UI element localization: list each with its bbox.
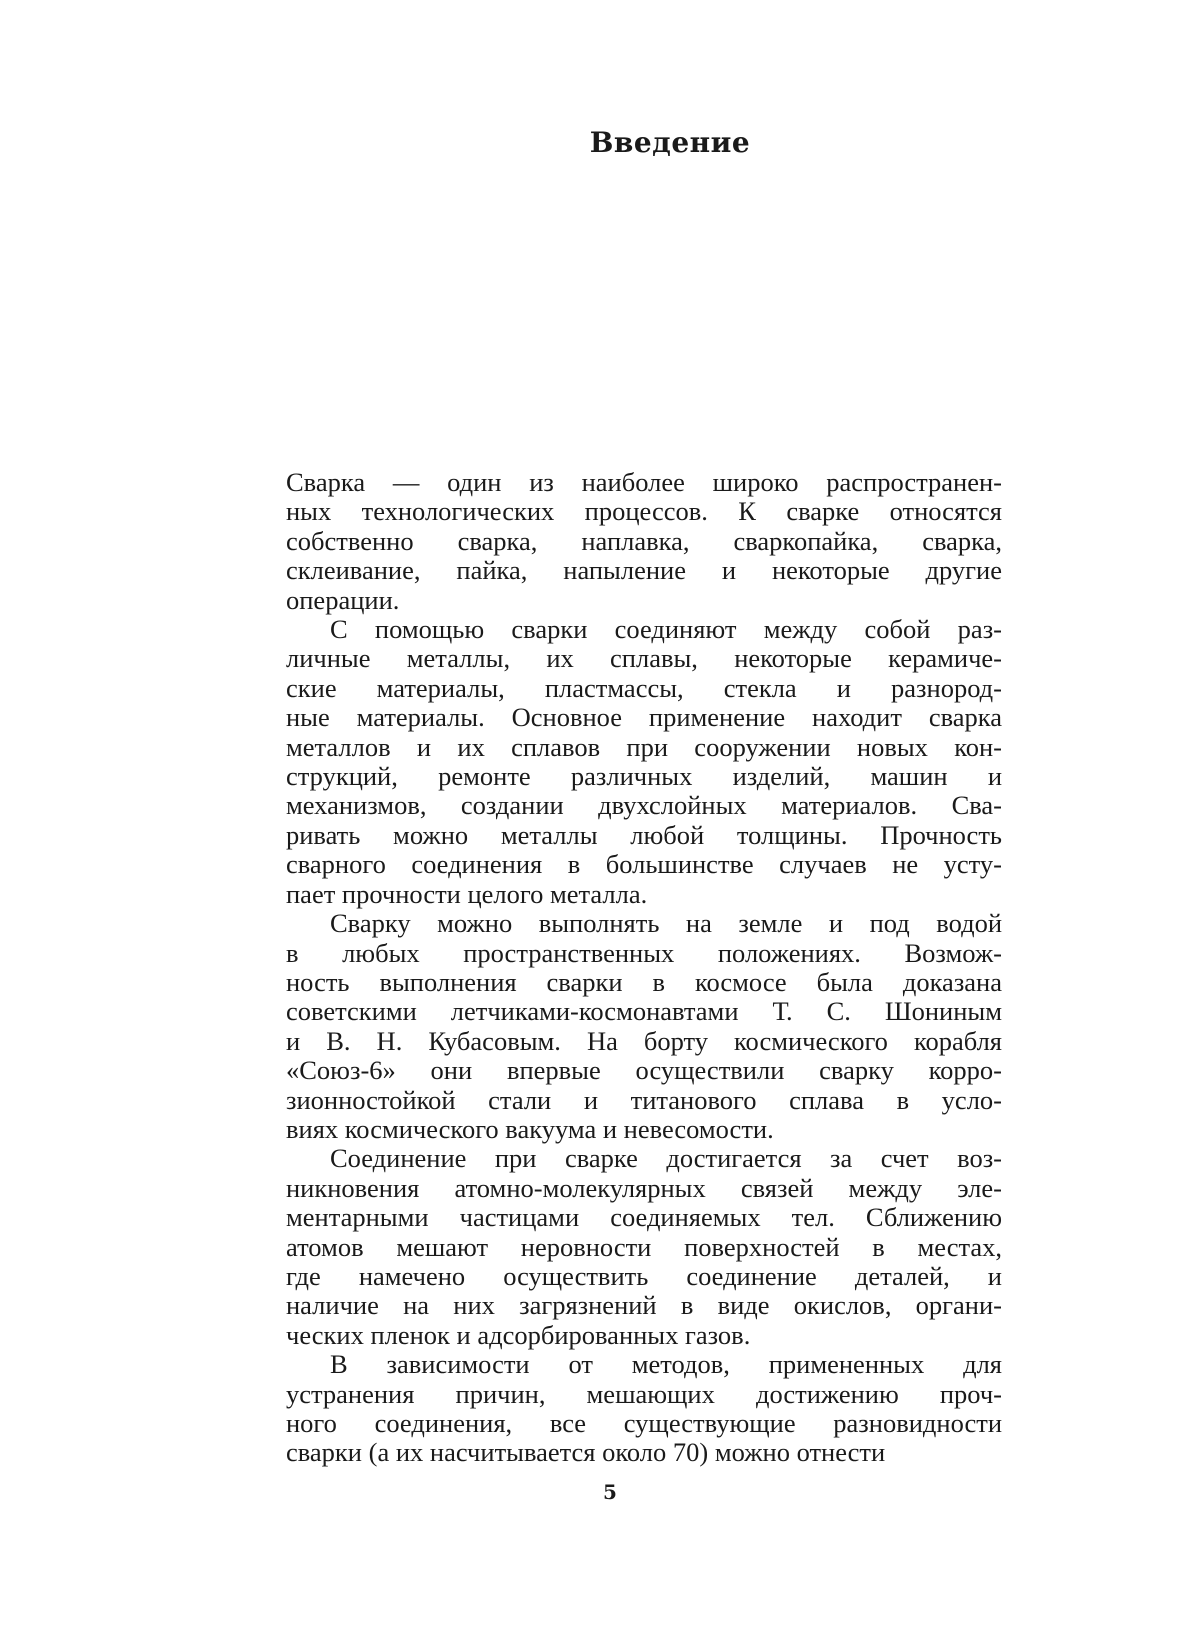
text-line: В зависимости от методов, примененных для	[330, 1349, 1002, 1380]
text-line: советскими летчиками-космонавтами Т. С. Шониным	[286, 996, 1002, 1027]
paragraph	[286, 468, 1002, 615]
text-line: ческих пленок и адсорбированных газов.	[286, 1319, 751, 1350]
text-line: и В. Н. Кубасовым. На борту космического корабля	[286, 1025, 1002, 1056]
text-line: С помощью сварки соединяют между собой раз-	[330, 614, 1002, 645]
text-line: «Союз-6» они впервые осуществили сварку корро-	[286, 1055, 1002, 1086]
paragraph	[286, 615, 1002, 909]
text-line: ментарными частицами соединяемых тел. Сближению	[286, 1202, 1002, 1233]
text-line: механизмов, создании двухслойных материалов. Сва-	[286, 790, 1002, 821]
text-line: операции.	[286, 584, 400, 615]
text-line: устранения причин, мешающих достижению проч-	[286, 1378, 1002, 1409]
text-line: собственно сварка, наплавка, сваркопайка, сварка,	[286, 525, 1002, 556]
text-line: ные материалы. Основное применение находит сварка	[286, 702, 1002, 733]
paragraph	[286, 1144, 1002, 1350]
text-line: струкций, ремонте различных изделий, машин и	[286, 761, 1002, 792]
text-line: атомов мешают неровности поверхностей в местах,	[286, 1231, 1002, 1262]
text-line: сварки (а их насчитывается около 70) можно отнести	[286, 1437, 886, 1468]
paragraph	[286, 1350, 1002, 1468]
text-line: Сварка — один из наиболее широко распространен-	[286, 467, 1002, 497]
text-line: наличие на них загрязнений в виде окислов, органи-	[286, 1290, 1002, 1321]
page-title: Введение	[589, 126, 751, 159]
paragraph	[286, 909, 1002, 1144]
text-line: ных технологических процессов. К сварке относятся	[286, 496, 1002, 527]
text-line: сварного соединения в большинстве случаев не усту-	[286, 849, 1002, 880]
text-line: ность выполнения сварки в космосе была доказана	[286, 966, 1002, 997]
text-line: личные металлы, их сплавы, некоторые керамиче-	[286, 643, 1002, 674]
text-line: пает прочности целого металла.	[286, 878, 648, 909]
text-line: Соединение при сварке достигается за счет воз-	[330, 1143, 1002, 1174]
text-line: ские материалы, пластмассы, стекла и разнород-	[286, 672, 1002, 703]
text-line: зионностойкой стали и титанового сплава в усло-	[286, 1084, 1002, 1115]
page-number: 5	[603, 1480, 617, 1504]
text-line: склеивание, пайка, напыление и некоторые другие	[286, 555, 1002, 586]
text-line: ривать можно металлы любой толщины. Прочность	[286, 819, 1002, 850]
text-line: в любых пространственных положениях. Возмож-	[286, 937, 1002, 968]
text-line: ного соединения, все существующие разновидности	[286, 1408, 1002, 1438]
text-line: металлов и их сплавов при сооружении новых кон-	[286, 731, 1002, 762]
text-line: виях космического вакуума и невесомости.	[286, 1113, 774, 1144]
text-line: никновения атомно-молекулярных связей между эле-	[286, 1172, 1002, 1203]
text-line: Сварку можно выполнять на земле и под водой	[330, 908, 1002, 939]
text-body	[286, 468, 1002, 1468]
text-line: где намечено осуществить соединение деталей, и	[286, 1260, 1002, 1291]
